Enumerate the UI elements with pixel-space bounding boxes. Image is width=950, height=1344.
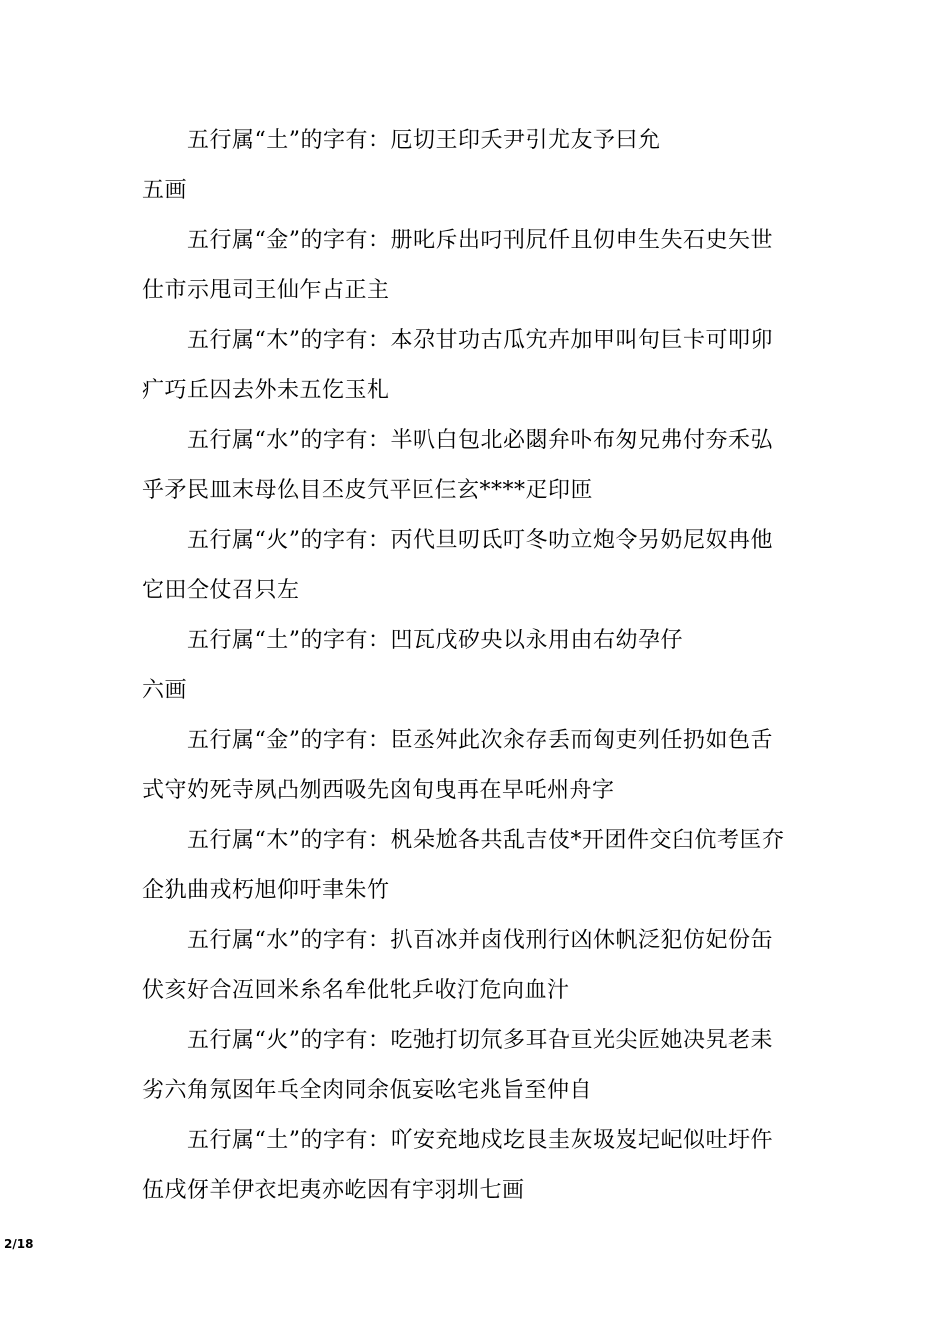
continuation-line: 伍戌伢羊伊衣圯夷亦屹因有宇羽圳七画 [142, 1178, 525, 1203]
paragraph-line: 五行属“金”的字有：册叱斥出叼刊凥仟且仞申生失石史矢世 [187, 228, 773, 253]
continuation-line: 六画 [142, 678, 188, 703]
continuation-line: 乎矛民皿末母仫目丕皮氕平叵仨玄****疋印匝 [142, 478, 594, 503]
paragraph-line: 五行属“土”的字有：厄切王印夭尹引尤友予曰允 [187, 128, 661, 153]
paragraph-line: 五行属“金”的字有：臣丞舛此次汆存丢而匈吏列任扔如色舌 [187, 728, 773, 753]
paragraph-line: 五行属“木”的字有：本尕甘功古瓜宄卉加甲叫句巨卡可叩卯 [187, 328, 773, 353]
continuation-line: 劣六角氖囡年乓全肉同余佤妄吆宅兆旨至仲自 [142, 1078, 593, 1103]
continuation-line: 企犰曲戎朽旭仰吁聿朱竹 [142, 878, 390, 903]
continuation-line: 式守妁死寺夙凸刎西吸先囟旬曳再在早吒州舟字 [142, 778, 615, 803]
continuation-line: 它田仝仗召只左 [142, 578, 300, 603]
continuation-line: 疒巧丘囚去外未五仡玉札 [142, 378, 390, 403]
paragraph-line: 五行属“火”的字有：丙代旦叨氐叮冬叻立炮令另奶尼奴冉他 [187, 528, 773, 553]
paragraph-line: 五行属“水”的字有：半叭白包北必閟弁卟布匆兄弗付夯禾弘 [187, 428, 773, 453]
paragraph-line: 五行属“木”的字有：杋朵尬各共乱吉伎*开团件交臼伉考匡夰 [187, 828, 785, 853]
page-number: 2/18 [4, 1237, 34, 1251]
continuation-line: 仕市示甩司王仙乍占正主 [142, 278, 390, 303]
paragraph-line: 五行属“土”的字有：凹瓦戊矽央以永用由右幼孕仔 [187, 628, 683, 653]
continuation-line: 五画 [142, 178, 188, 203]
paragraph-line: 五行属“土”的字有：吖安充地戍圪艮圭灰圾岌圮屺似吐圩仵 [187, 1128, 773, 1153]
paragraph-line: 五行属“水”的字有：扒百冰并卤伐刑行凶休帆泛犯仿妃份缶 [187, 928, 773, 953]
document-body [142, 116, 802, 1216]
continuation-line: 伏亥好合冱回米糸名牟仳牝乒收汀危向血汁 [142, 978, 570, 1003]
paragraph-line: 五行属“火”的字有：吃弛打切氘多耳旮亘光尖匠她决旯老耒 [187, 1028, 773, 1053]
